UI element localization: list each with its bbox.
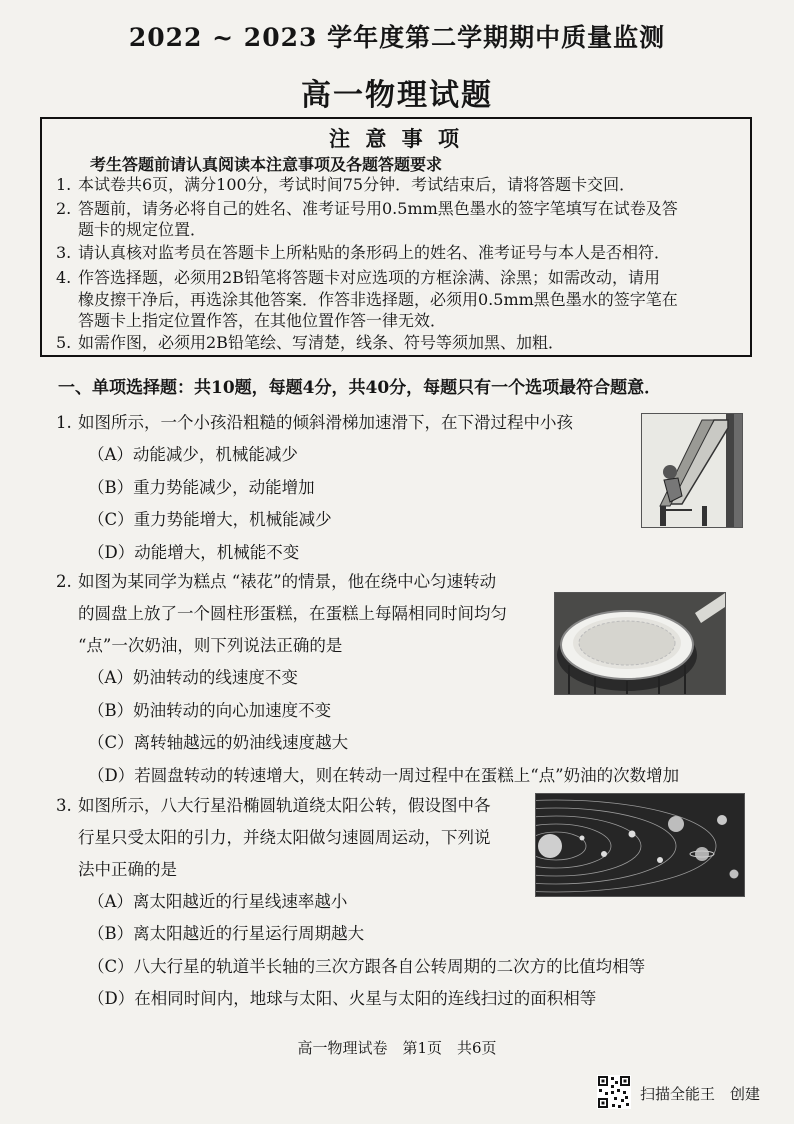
notice-line: 1. 本试卷共6页，满分100分，考试时间75分钟．考试结束后，请将答题卡交回． <box>56 175 636 194</box>
notice-line: 4. 作答选择题，必须用2B铅笔将答题卡对应选项的方框涂满、涂黑；如需改动，请用 <box>56 268 660 287</box>
question-3-option-c: （C）八大行星的轨道半长轴的三次方跟各自公转周期的二次方的比值均相等 <box>88 957 646 976</box>
notice-line: 2. 答题前，请务必将自己的姓名、准考证号用0.5mm黑色墨水的签字笔填写在试卷及答 <box>56 199 678 218</box>
question-1-option-a: （A）动能减少，机械能减少 <box>88 445 298 464</box>
slide-figure <box>641 413 743 528</box>
exam-subtitle: 高一物理试题 <box>301 78 493 113</box>
cake-figure <box>554 592 726 695</box>
question-2-stem-line: 的圆盘上放了一个圆柱形蛋糕，在蛋糕上每隔相同时间均匀 <box>78 604 507 623</box>
solar-system-figure <box>535 793 745 897</box>
section-heading: 一、单项选择题：共10题，每题4分，共40分，每题只有一个选项最符合题意． <box>58 378 662 398</box>
question-3-stem: 3. 如图所示，八大行星沿椭圆轨道绕太阳公转，假设图中各 <box>56 796 491 815</box>
question-1-option-b: （B）重力势能减少，动能增加 <box>88 478 315 497</box>
notice-title: 注 意 事 项 <box>329 126 463 151</box>
question-2-option-a: （A）奶油转动的线速度不变 <box>88 668 298 687</box>
question-1-option-c: （C）重力势能增大，机械能减少 <box>88 510 332 529</box>
exam-title: 2022 ~ 2023 学年度第二学期期中质量监测 <box>128 23 666 52</box>
question-1-option-d: （D）动能增大，机械能不变 <box>88 543 300 562</box>
notice-box <box>40 117 752 357</box>
question-3-stem-line: 行星只受太阳的引力，并绕太阳做匀速圆周运动，下列说 <box>78 828 491 847</box>
scanner-watermark: 扫描全能王 创建 <box>640 1085 761 1103</box>
question-2-stem-line: “点”一次奶油，则下列说法正确的是 <box>78 636 343 655</box>
question-1-stem: 1. 如图所示，一个小孩沿粗糙的倾斜滑梯加速滑下，在下滑过程中小孩 <box>56 413 573 432</box>
notice-subtitle: 考生答题前请认真阅读本注意事项及各题答题要求 <box>90 155 443 174</box>
notice-line: 橡皮擦干净后，再选涂其他答案．作答非选择题，必须用0.5mm黑色墨水的签字笔在 <box>78 290 678 309</box>
question-2-stem: 2. 如图为某同学为糕点 “裱花”的情景，他在绕中心匀速转动 <box>56 572 497 591</box>
question-3-option-d: （D）在相同时间内，地球与太阳、火星与太阳的连线扫过的面积相等 <box>88 989 597 1008</box>
question-2-option-d: （D）若圆盘转动的转速增大，则在转动一周过程中在蛋糕上“点”奶油的次数增加 <box>88 766 680 785</box>
notice-line: 题卡的规定位置． <box>78 220 207 239</box>
question-2-option-b: （B）奶油转动的向心加速度不变 <box>88 701 332 720</box>
question-3-option-a: （A）离太阳越近的行星线速率越小 <box>88 892 348 911</box>
qr-code-icon <box>597 1075 631 1109</box>
question-3-option-b: （B）离太阳越近的行星运行周期越大 <box>88 924 365 943</box>
page-footer: 高一物理试卷 第1页 共6页 <box>297 1039 497 1057</box>
notice-line: 5. 如需作图，必须用2B铅笔绘、写清楚，线条、符号等须加黑、加粗． <box>56 333 564 352</box>
notice-line: 答题卡上指定位置作答，在其他位置作答一律无效． <box>78 311 447 330</box>
question-2-option-c: （C）离转轴越远的奶油线速度越大 <box>88 733 349 752</box>
question-3-stem-line: 法中正确的是 <box>78 860 177 879</box>
notice-line: 3. 请认真核对监考员在答题卡上所粘贴的条形码上的姓名、准考证号与本人是否相符． <box>56 243 671 262</box>
